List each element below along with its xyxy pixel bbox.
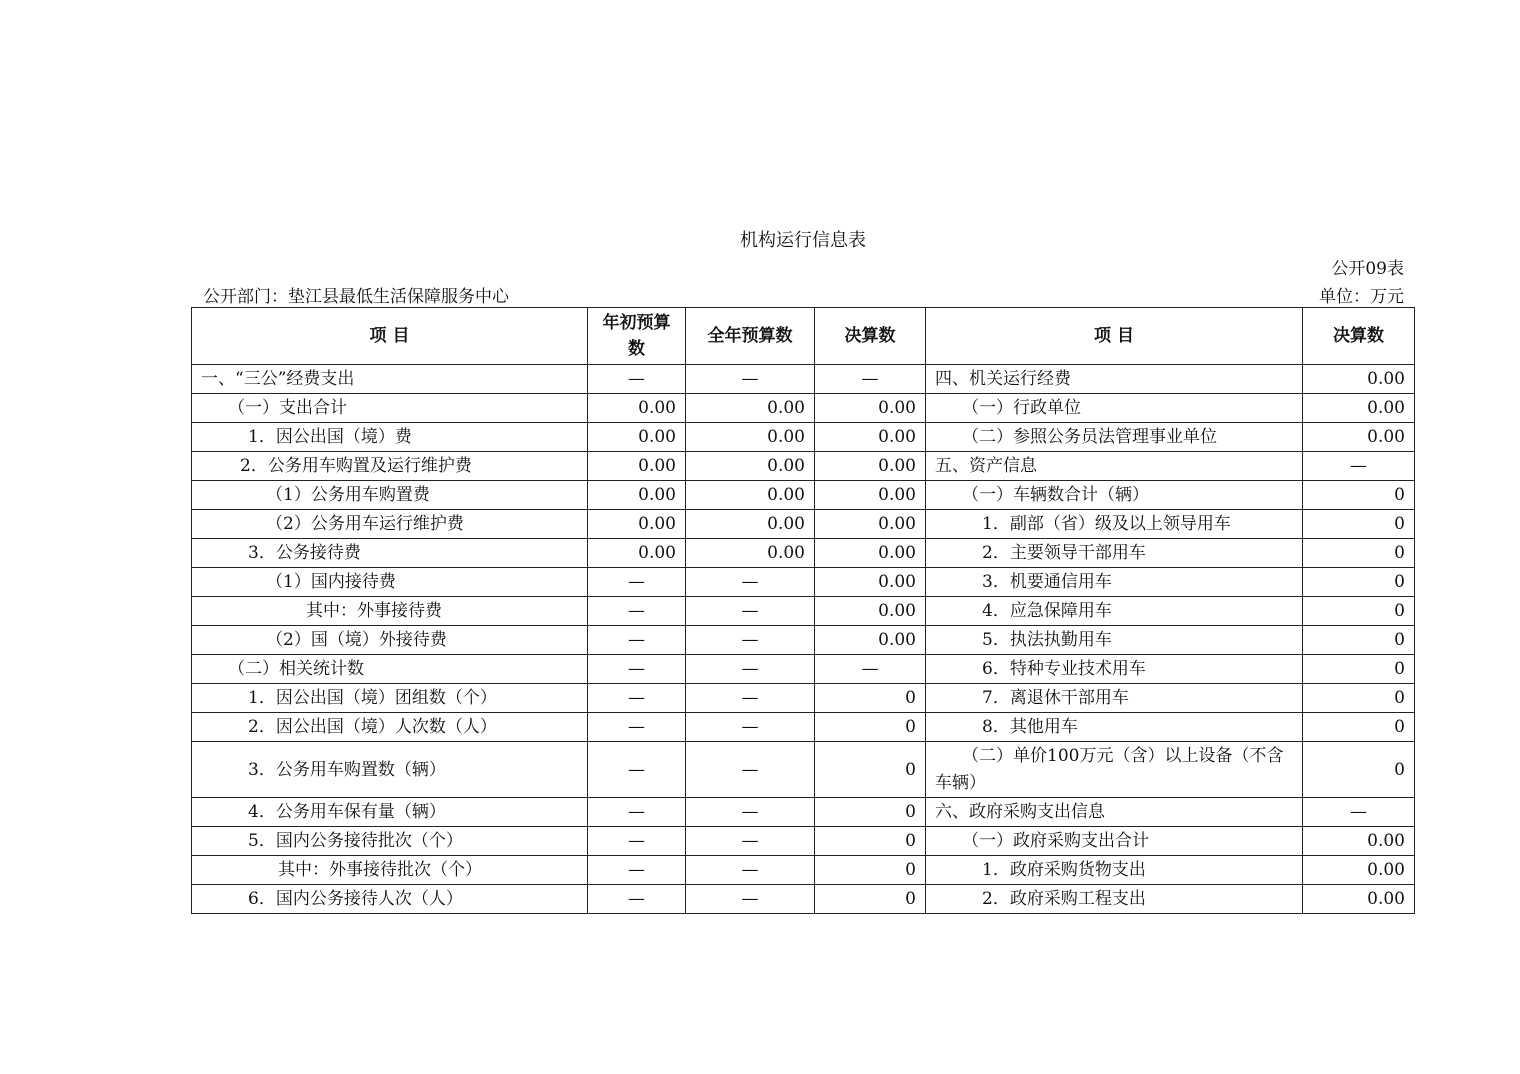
row-right-label: （一）政府采购支出合计 — [926, 827, 1303, 856]
row-final-left: 0 — [815, 798, 926, 827]
row-left-label: 6．国内公务接待人次（人） — [192, 885, 588, 914]
row-budget-full: — — [686, 856, 815, 885]
row-left-label: 4．公务用车保有量（辆） — [192, 798, 588, 827]
table-row — [192, 684, 1415, 713]
row-budget-full: — — [686, 597, 815, 626]
department-label: 公开部门：垫江县最低生活保障服务中心 — [203, 287, 509, 307]
row-final-right: 0 — [1303, 626, 1415, 655]
row-final-left: 0 — [815, 856, 926, 885]
unit-label: 单位：万元 — [1319, 287, 1404, 307]
row-left-label: 3．公务接待费 — [192, 539, 588, 568]
row-budget-initial: — — [588, 798, 686, 827]
row-budget-initial: — — [588, 856, 686, 885]
table-number: 公开09表 — [1331, 259, 1404, 279]
row-final-right: — — [1303, 452, 1415, 481]
row-final-left: 0 — [815, 713, 926, 742]
row-final-left: 0.00 — [815, 510, 926, 539]
row-right-label: （二）单价100万元（含）以上设备（不含车辆） — [926, 742, 1303, 798]
table-row — [192, 856, 1415, 885]
table-row — [192, 742, 1415, 798]
row-final-right: 0 — [1303, 713, 1415, 742]
row-left-label: （1）国内接待费 — [192, 568, 588, 597]
header-budget-initial: 年初预算数 — [588, 308, 686, 365]
row-budget-initial: — — [588, 742, 686, 798]
page-title: 机构运行信息表 — [740, 230, 866, 251]
row-left-label: （一）支出合计 — [192, 394, 588, 423]
row-budget-full: 0.00 — [686, 539, 815, 568]
header-item-left: 项 目 — [192, 308, 588, 365]
table-row — [192, 510, 1415, 539]
row-final-left: 0.00 — [815, 481, 926, 510]
row-budget-full: 0.00 — [686, 510, 815, 539]
row-final-left: 0.00 — [815, 539, 926, 568]
row-budget-initial: 0.00 — [588, 452, 686, 481]
row-budget-full: — — [686, 655, 815, 684]
row-final-left: 0.00 — [815, 423, 926, 452]
header-budget-full: 全年预算数 — [686, 308, 815, 365]
row-left-label: （1）公务用车购置费 — [192, 481, 588, 510]
row-left-label: 其中：外事接待费 — [192, 597, 588, 626]
row-right-label: 3．机要通信用车 — [926, 568, 1303, 597]
row-budget-full: 0.00 — [686, 452, 815, 481]
row-final-right: 0.00 — [1303, 827, 1415, 856]
table-row — [192, 713, 1415, 742]
row-final-left: — — [815, 365, 926, 394]
table-row — [192, 597, 1415, 626]
row-final-left: 0.00 — [815, 452, 926, 481]
row-budget-initial: — — [588, 626, 686, 655]
row-budget-full: — — [686, 885, 815, 914]
row-right-label: 2．主要领导干部用车 — [926, 539, 1303, 568]
table-row — [192, 452, 1415, 481]
row-final-left: 0 — [815, 885, 926, 914]
row-budget-full: — — [686, 365, 815, 394]
row-final-left: 0 — [815, 684, 926, 713]
header-final-left: 决算数 — [815, 308, 926, 365]
row-right-label: 5．执法执勤用车 — [926, 626, 1303, 655]
row-budget-full: 0.00 — [686, 423, 815, 452]
row-final-left: 0.00 — [815, 394, 926, 423]
row-left-label: 1．因公出国（境）团组数（个） — [192, 684, 588, 713]
row-budget-initial: 0.00 — [588, 423, 686, 452]
row-right-label: 7．离退休干部用车 — [926, 684, 1303, 713]
header-item-right: 项 目 — [926, 308, 1303, 365]
table-row — [192, 394, 1415, 423]
row-final-right: 0 — [1303, 481, 1415, 510]
row-right-label: 2．政府采购工程支出 — [926, 885, 1303, 914]
row-final-right: 0.00 — [1303, 394, 1415, 423]
row-final-left: 0.00 — [815, 626, 926, 655]
row-right-label: 8．其他用车 — [926, 713, 1303, 742]
row-budget-full: 0.00 — [686, 481, 815, 510]
row-left-label: （2）公务用车运行维护费 — [192, 510, 588, 539]
row-final-left: 0.00 — [815, 568, 926, 597]
table-row — [192, 481, 1415, 510]
row-right-label: 四、机关运行经费 — [926, 365, 1303, 394]
row-budget-full: — — [686, 568, 815, 597]
row-budget-initial: — — [588, 568, 686, 597]
row-budget-initial: 0.00 — [588, 394, 686, 423]
row-right-label: （一）行政单位 — [926, 394, 1303, 423]
table-row — [192, 827, 1415, 856]
row-left-label: 其中：外事接待批次（个） — [192, 856, 588, 885]
table-row — [192, 365, 1415, 394]
row-final-right: 0 — [1303, 597, 1415, 626]
row-budget-full: — — [686, 626, 815, 655]
info-table — [191, 307, 1415, 914]
row-final-left: 0.00 — [815, 597, 926, 626]
row-right-label: 1．副部（省）级及以上领导用车 — [926, 510, 1303, 539]
row-budget-initial: — — [588, 885, 686, 914]
row-budget-initial: 0.00 — [588, 510, 686, 539]
row-left-label: 5．国内公务接待批次（个） — [192, 827, 588, 856]
row-budget-initial: 0.00 — [588, 539, 686, 568]
row-final-left: — — [815, 655, 926, 684]
row-budget-full: — — [686, 742, 815, 798]
row-final-right: 0.00 — [1303, 885, 1415, 914]
table-row — [192, 626, 1415, 655]
row-budget-full: — — [686, 684, 815, 713]
row-budget-initial: 0.00 — [588, 481, 686, 510]
table-row — [192, 798, 1415, 827]
row-final-right: 0 — [1303, 655, 1415, 684]
table-row — [192, 885, 1415, 914]
row-final-left: 0 — [815, 742, 926, 798]
row-final-right: 0.00 — [1303, 365, 1415, 394]
row-budget-full: — — [686, 798, 815, 827]
row-left-label: 一、“三公”经费支出 — [192, 365, 588, 394]
row-final-right: 0.00 — [1303, 856, 1415, 885]
row-budget-full: 0.00 — [686, 394, 815, 423]
row-right-label: （二）参照公务员法管理事业单位 — [926, 423, 1303, 452]
row-left-label: 3．公务用车购置数（辆） — [192, 742, 588, 798]
row-budget-initial: — — [588, 684, 686, 713]
table-row — [192, 655, 1415, 684]
row-right-label: 五、资产信息 — [926, 452, 1303, 481]
table-row — [192, 539, 1415, 568]
row-final-right: 0 — [1303, 539, 1415, 568]
table-row — [192, 423, 1415, 452]
row-budget-initial: — — [588, 655, 686, 684]
row-budget-initial: — — [588, 365, 686, 394]
row-right-label: （一）车辆数合计（辆） — [926, 481, 1303, 510]
row-final-right: 0 — [1303, 742, 1415, 798]
row-final-right: — — [1303, 798, 1415, 827]
row-final-left: 0 — [815, 827, 926, 856]
row-budget-initial: — — [588, 827, 686, 856]
row-budget-initial: — — [588, 597, 686, 626]
row-left-label: 2．公务用车购置及运行维护费 — [192, 452, 588, 481]
table-row — [192, 568, 1415, 597]
row-right-label: 4．应急保障用车 — [926, 597, 1303, 626]
row-final-right: 0.00 — [1303, 423, 1415, 452]
row-left-label: （二）相关统计数 — [192, 655, 588, 684]
row-left-label: 2．因公出国（境）人次数（人） — [192, 713, 588, 742]
row-final-right: 0 — [1303, 684, 1415, 713]
row-budget-full: — — [686, 713, 815, 742]
header-row — [192, 308, 1415, 365]
header-final-right: 决算数 — [1303, 308, 1415, 365]
row-right-label: 1．政府采购货物支出 — [926, 856, 1303, 885]
row-budget-full: — — [686, 827, 815, 856]
row-budget-initial: — — [588, 713, 686, 742]
row-right-label: 六、政府采购支出信息 — [926, 798, 1303, 827]
row-final-right: 0 — [1303, 568, 1415, 597]
row-left-label: （2）国（境）外接待费 — [192, 626, 588, 655]
row-final-right: 0 — [1303, 510, 1415, 539]
row-left-label: 1．因公出国（境）费 — [192, 423, 588, 452]
row-right-label: 6．特种专业技术用车 — [926, 655, 1303, 684]
